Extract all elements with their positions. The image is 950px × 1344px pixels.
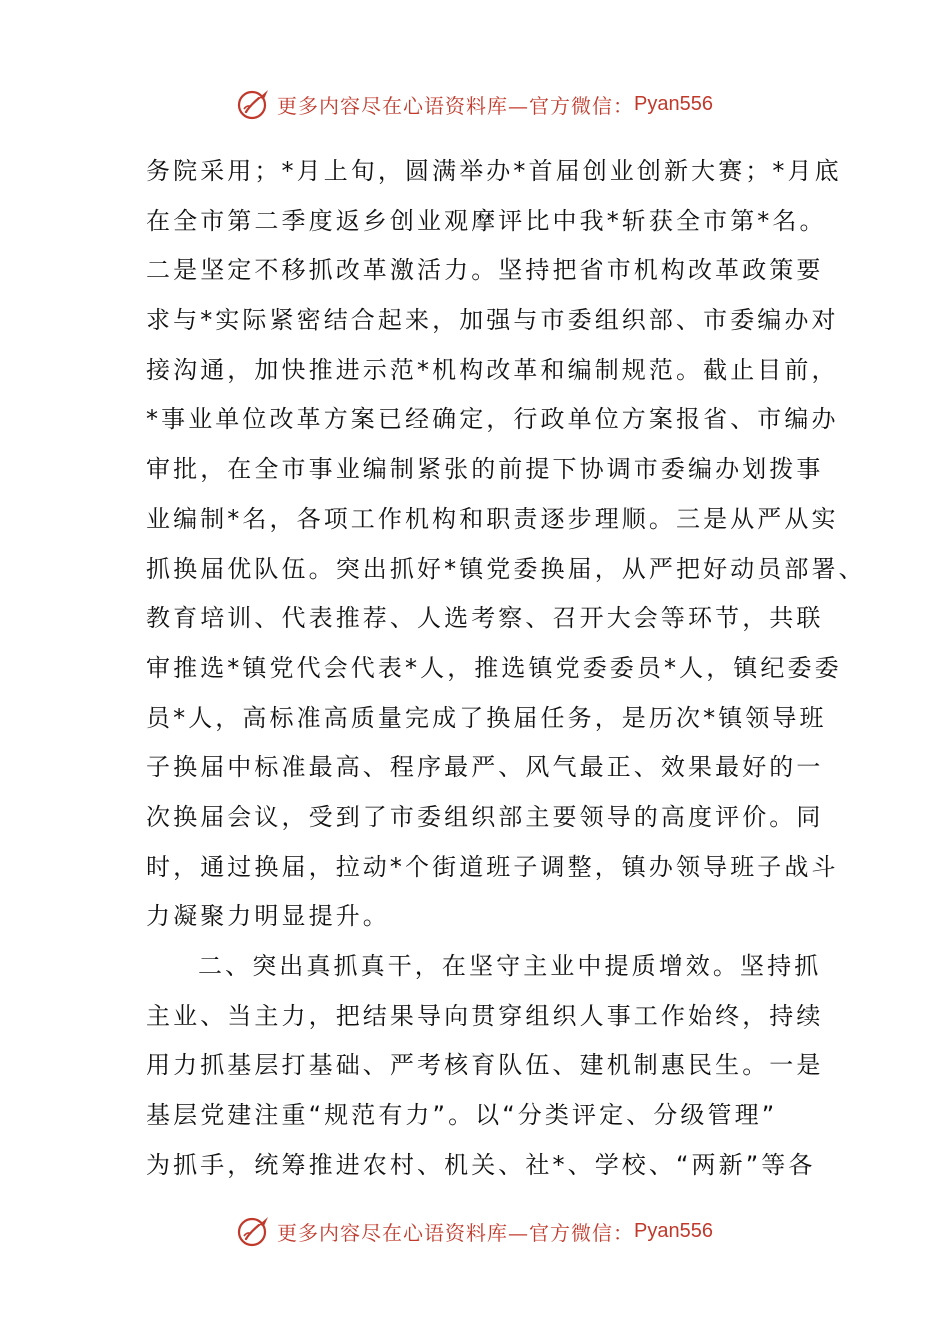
text-line: 接沟通，加快推进示范*机构改革和编制规范。截止目前，	[146, 355, 839, 384]
banner-text: 更多内容尽在心语资料库—官方微信：	[277, 93, 635, 118]
text-line: 员*人，高标准高质量完成了换届任务，是历次*镇领导班	[146, 703, 827, 732]
text-line: 审批，在全市事业编制紧张的前提下协调市委编办划拨事	[146, 455, 824, 484]
footer-watermark-banner	[0, 1211, 950, 1251]
text-line: 时，通过换届，拉动*个街道班子调整，镇办领导班子战斗	[146, 852, 839, 881]
text-line: 次换届会议，受到了市委组织部主要领导的高度评价。同	[146, 802, 824, 831]
text-line: *事业单位改革方案已经确定，行政单位方案报省、市编办	[146, 405, 839, 434]
pen-logo-icon	[237, 87, 271, 121]
banner-wechat-handle: Pyan556	[634, 92, 713, 115]
text-line: 主业、当主力，把结果导向贯穿组织人事工作始终，持续	[146, 1001, 824, 1030]
text-line: 审推选*镇党代会代表*人，推选镇党委委员*人，镇纪委委	[146, 653, 842, 682]
banner-wechat-handle: Pyan556	[634, 1219, 713, 1242]
document-body	[146, 147, 866, 1190]
text-line: 二是坚定不移抓改革激活力。坚持把省市机构改革政策要	[146, 256, 824, 285]
banner-text: 更多内容尽在心语资料库—官方微信：	[277, 1220, 635, 1245]
text-line: 业编制*名，各项工作机构和职责逐步理顺。三是从严从实	[146, 504, 839, 533]
text-line: 在全市第二季度返乡创业观摩评比中我*斩获全市第*名。	[146, 206, 827, 235]
paragraph-start-line: 二、突出真抓真干，在坚守主业中提质增效。坚持抓	[198, 952, 822, 980]
text-line: 用力抓基层打基础、严考核育队伍、建机制惠民生。一是	[146, 1051, 824, 1080]
text-line: 为抓手，统筹推进农村、机关、社*、学校、“两新”等各	[146, 1150, 816, 1179]
text-line: 力凝聚力明显提升。	[146, 902, 390, 931]
text-line: 务院采用；*月上旬，圆满举办*首届创业创新大赛；*月底	[146, 157, 842, 185]
text-line: 子换届中标准最高、程序最严、风气最正、效果最好的一	[146, 753, 824, 782]
text-line: 抓换届优队伍。突出抓好*镇党委换届，从严把好动员部署、	[146, 554, 866, 583]
text-line: 教育培训、代表推荐、人选考察、召开大会等环节，共联	[146, 604, 824, 633]
header-watermark-banner	[0, 84, 950, 124]
pen-logo-icon	[237, 1214, 271, 1248]
text-line: 基层党建注重“规范有力”。以“分类评定、分级管理”	[146, 1101, 778, 1130]
text-line: 求与*实际紧密结合起来，加强与市委组织部、市委编办对	[146, 306, 839, 335]
